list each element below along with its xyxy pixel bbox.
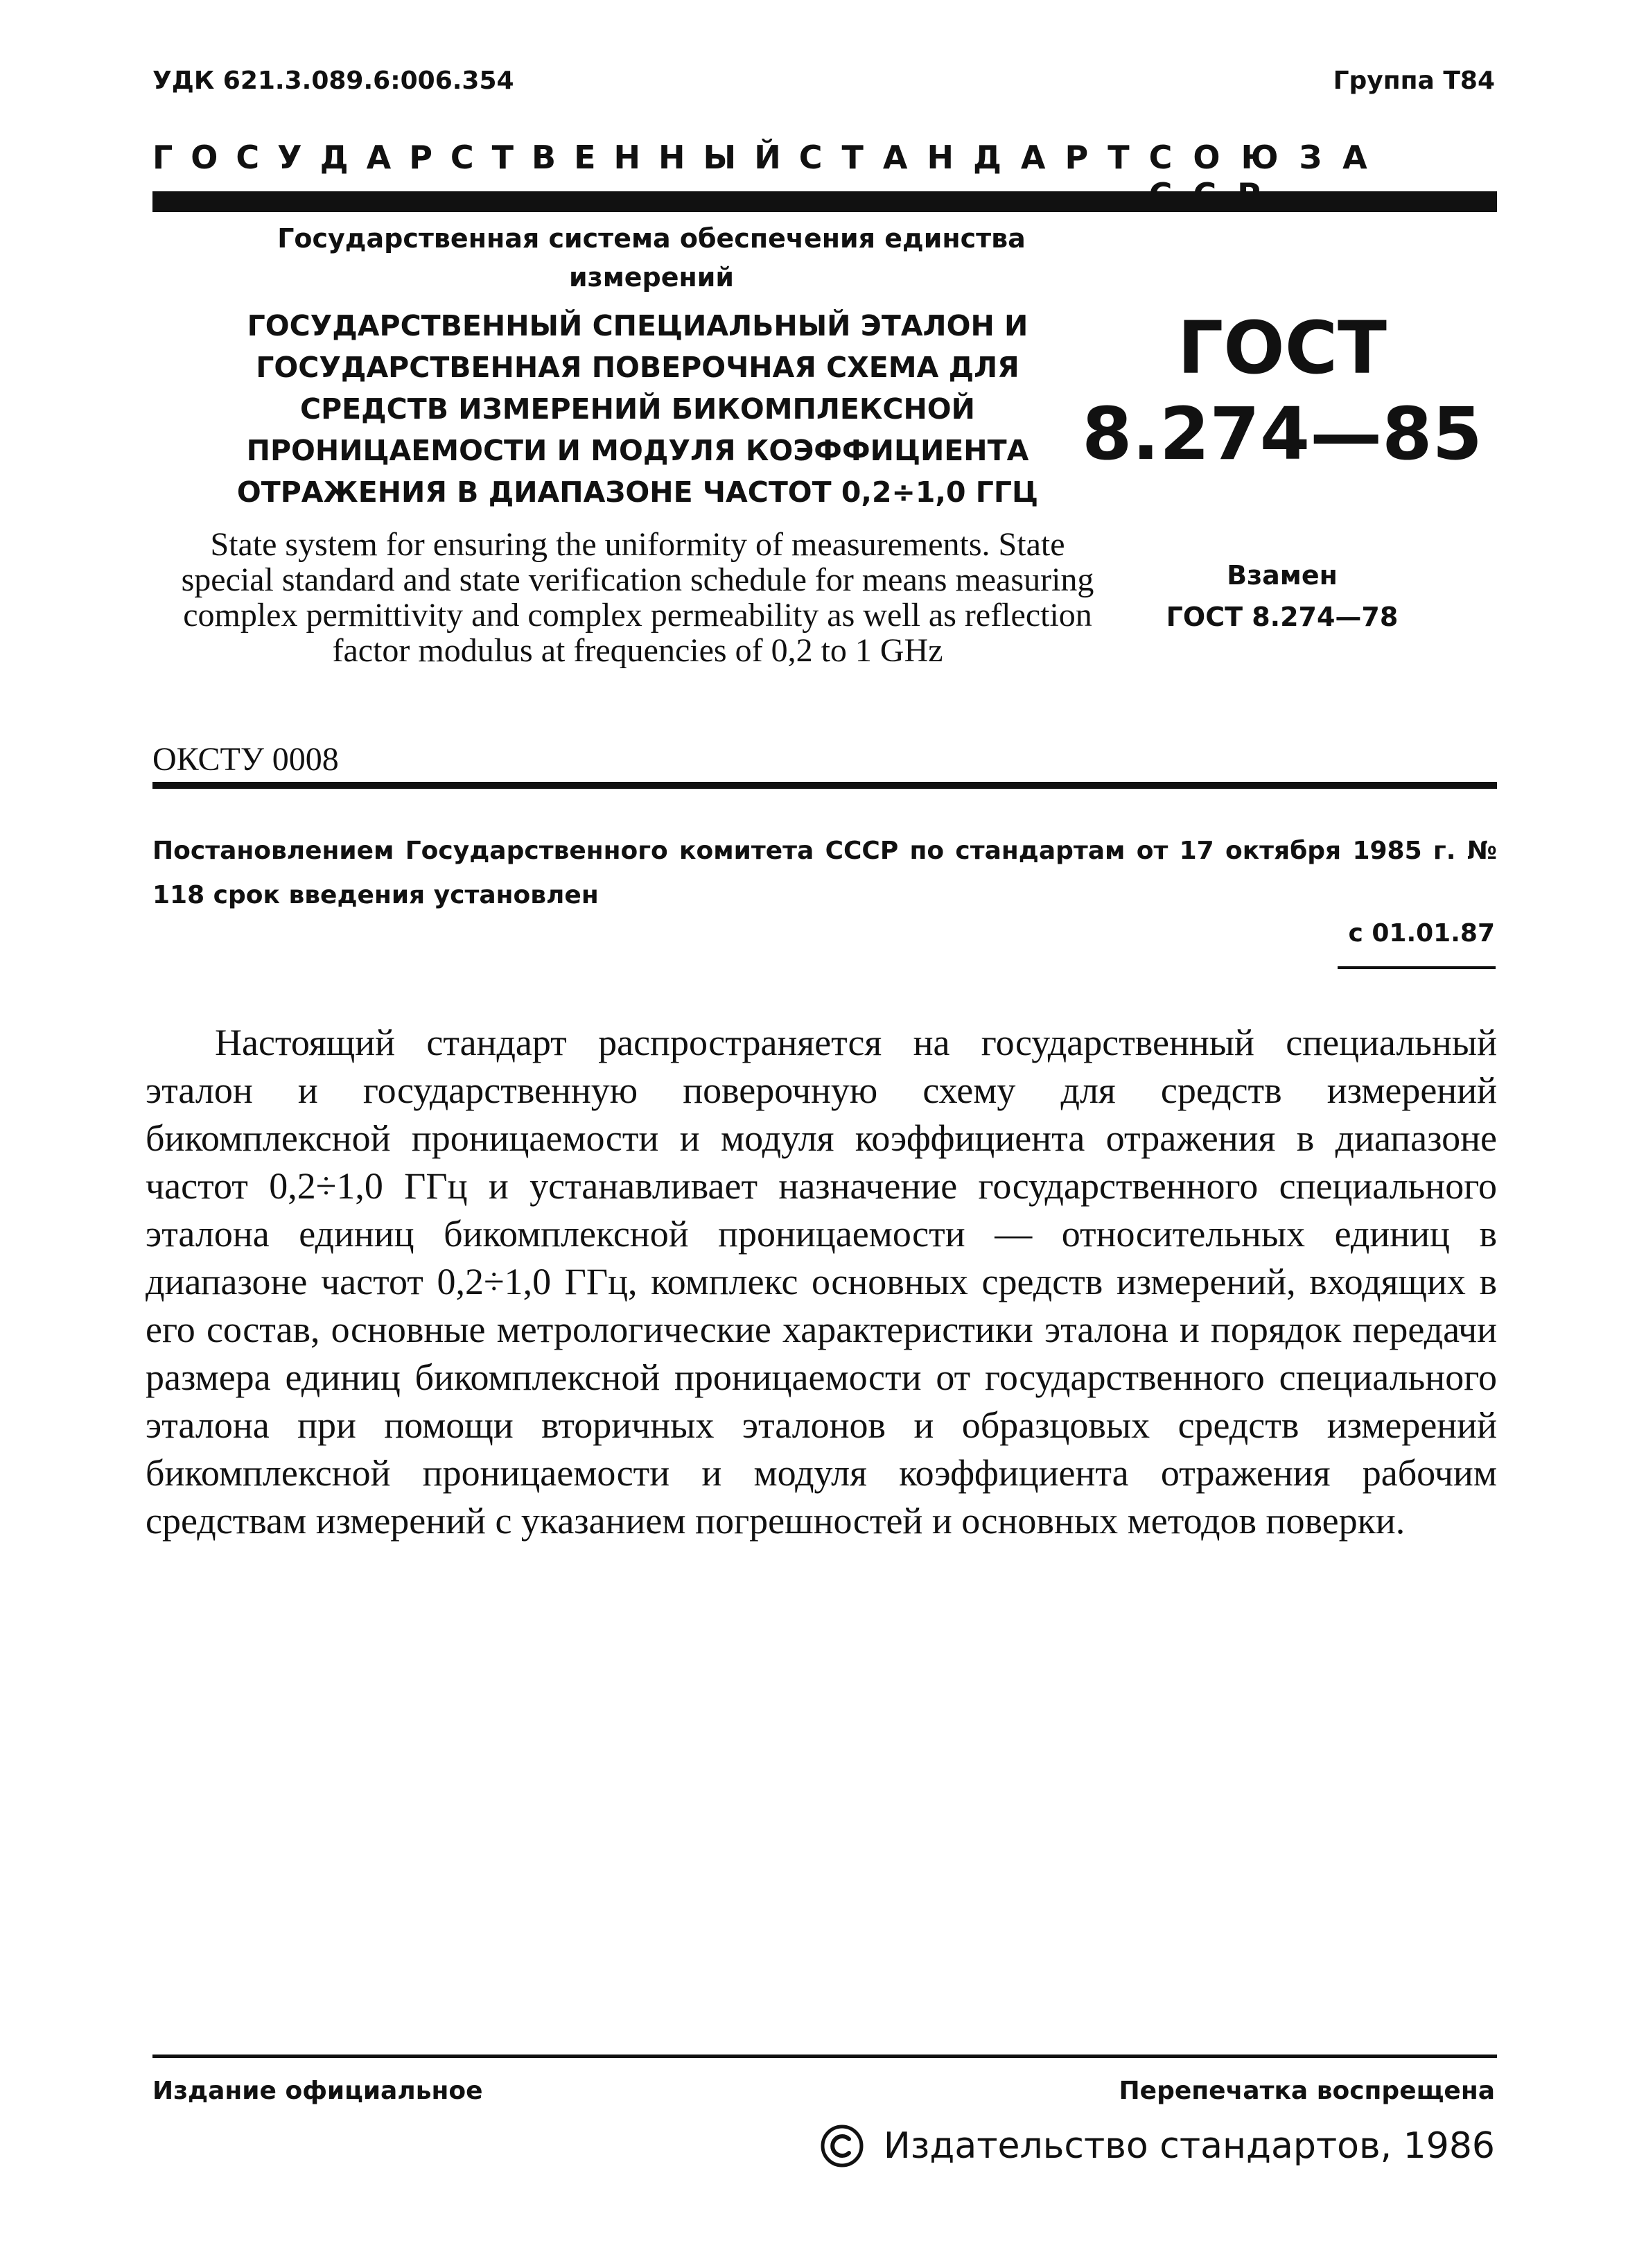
gost-designation	[1081, 305, 1483, 477]
body-paragraph: Настоящий стандарт распространяется на государственный специальный эталон и государственную поверочную схему для средств измерений бикомплексной проницаемости и модуля коэффициента отражения в диапазоне частот 0,2÷1,0 ГГц и устанавливает назначение государственного специального эталона единиц бикомплексной проницаемости — относительных единиц в диапазоне частот 0,2÷1,0 ГГц, комплекс основных средств измерений, входящих в его состав, основные метрологические характеристики эталона и порядок передачи размера единиц бикомплексной проницаемости от государственного специального эталона при помощи вторичных эталонов и образцовых средств измерений бикомплексной проницаемости и модуля коэффициента отражения рабочим средствам измерений с указанием погрешностей и основных методов поверки.	[146, 1022, 1497, 1542]
header-bottom-rule	[152, 782, 1497, 789]
gost-number: 8.274—85	[1082, 392, 1482, 476]
replaces-block	[1109, 555, 1455, 638]
group-code: Группа Т84	[1333, 67, 1495, 95]
okstu-code: ОКСТУ 0008	[152, 741, 339, 778]
publisher-text: Издательство стандартов, 1986	[883, 2125, 1495, 2167]
udk-code: УДК 621.3.089.6:006.354	[152, 67, 514, 95]
gost-label: ГОСТ	[1177, 306, 1387, 390]
title-english: State system for ensuring the uniformity of measurements. State special standard and state verification schedule for means measuring complex permittivity and complex permeability as well as reflection factor modulus at frequencies of 0,2 to 1 GHz	[181, 526, 1094, 669]
effective-date: с 01.01.87	[1348, 919, 1495, 948]
banner-rule	[152, 191, 1497, 212]
publisher-line	[820, 2124, 1495, 2168]
banner-word-1: ГОСУДАРСТВЕННЫЙ	[152, 139, 799, 176]
edition-label: Издание официальное	[152, 2077, 483, 2105]
copyright-icon	[820, 2124, 864, 2168]
reprint-notice: Перепечатка воспрещена	[1119, 2077, 1495, 2105]
footer-rule	[152, 2055, 1497, 2058]
banner-word-3: СОЮЗА	[1148, 139, 1388, 176]
replaces-value: ГОСТ 8.274—78	[1166, 602, 1399, 632]
effective-date-rule	[1338, 966, 1496, 969]
decree-text: Постановлением Государственного комитета СССР по стандартам от 17 октября 1985 г. № 118 срок введения установлен	[152, 837, 1497, 909]
banner-word-2: СТАНДАРТ	[798, 139, 1149, 176]
title-russian: ГОСУДАРСТВЕННЫЙ СПЕЦИАЛЬНЫЙ ЭТАЛОН И ГОСУДАРСТВЕННАЯ ПОВЕРОЧНАЯ СХЕМА ДЛЯ СРЕДСТВ ИЗМЕРЕНИЙ БИКОМПЛЕКСНОЙ ПРОНИЦАЕМОСТИ И МОДУЛЯ КОЭФФИЦИЕНТА ОТРАЖЕНИЯ В ДИАПАЗОНЕ ЧАСТОТ 0,2÷1,0 ГГЦ	[236, 309, 1039, 509]
replaces-label: Взамен	[1227, 560, 1338, 591]
system-name: Государственная система обеспечения единства измерений	[277, 223, 1026, 293]
